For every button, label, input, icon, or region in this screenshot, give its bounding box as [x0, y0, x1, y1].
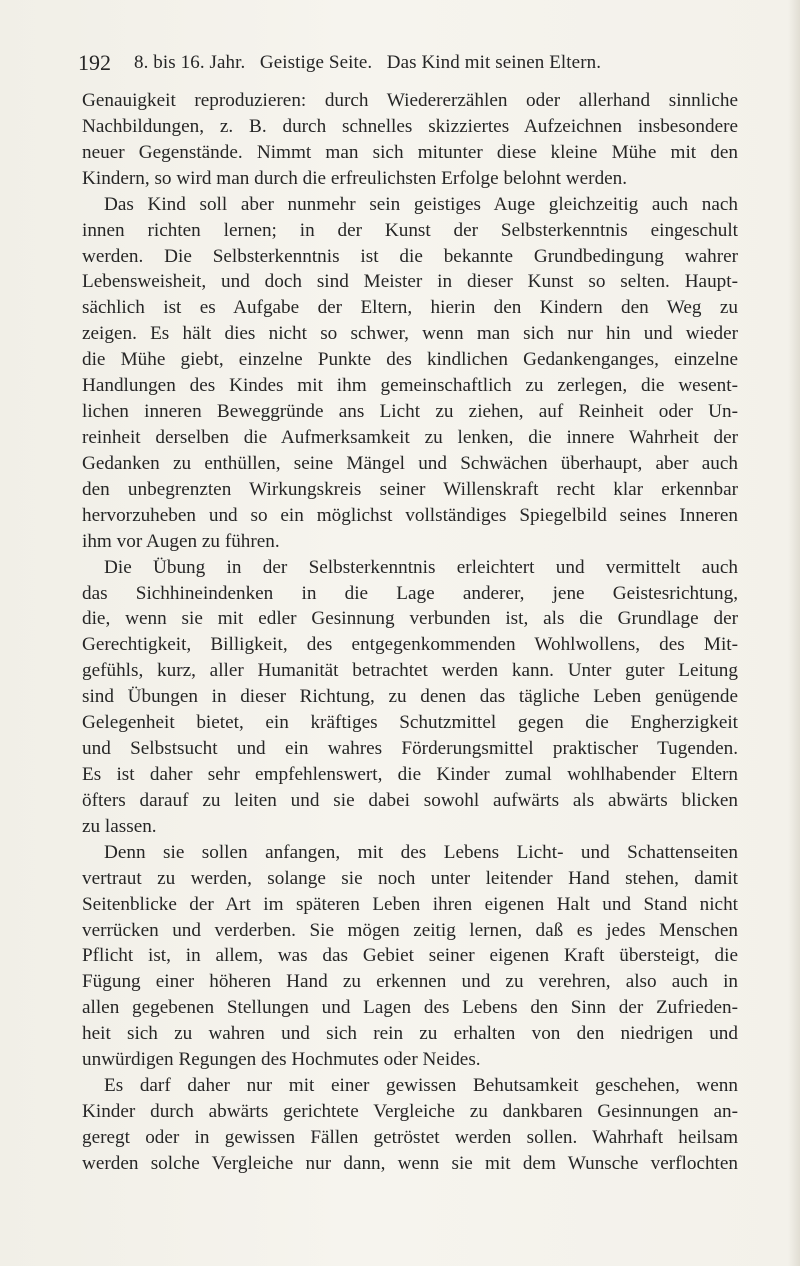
text-line: Gelegenheit bietet, ein kräftiges Schutzmittel gegen die Engherzigkeit: [82, 712, 738, 734]
text-line: unwürdigen Regungen des Hochmutes oder Neides.: [82, 1049, 481, 1071]
text-line: werden. Die Selbsterkenntnis ist die bekannte Grundbedingung wahrer: [82, 245, 738, 267]
body-text: [82, 88, 738, 1177]
text-line: und Selbstsucht und ein wahres Förderungsmittel praktischer Tugenden.: [82, 738, 738, 760]
text-line: Es ist daher sehr empfehlenswert, die Kinder zumal wohlhabender Eltern: [82, 763, 738, 785]
text-line: die Mühe giebt, einzelne Punkte des kindlichen Gedankenganges, einzelne: [82, 349, 738, 371]
text-line: gefühls, kurz, aller Humanität betrachtet werden kann. Unter guter Leitung: [82, 660, 738, 682]
text-line: zu lassen.: [82, 815, 157, 837]
text-line: ihm vor Augen zu führen.: [82, 530, 280, 552]
text-line: vertraut zu werden, solange sie noch unter leitender Hand stehen, damit: [82, 867, 738, 889]
text-line: Lebensweisheit, und doch sind Meister in dieser Kunst so selten. Haupt-: [82, 271, 738, 293]
text-line: das Sichhineindenken in die Lage anderer, jene Geistesrichtung,: [82, 582, 738, 604]
text-line: Kinder durch abwärts gerichtete Vergleiche zu dankbaren Gesinnungen an-: [82, 1100, 738, 1122]
text-line: Gerechtigkeit, Billigkeit, des entgegenkommenden Wohlwollens, des Mit-: [82, 634, 738, 656]
text-line: Handlungen des Kindes mit ihm gemeinschaftlich zu zerlegen, die wesent-: [82, 375, 738, 397]
text-line: allen gegebenen Stellungen und Lagen des Lebens den Sinn der Zufrieden-: [82, 997, 738, 1019]
page-edge-shadow: [788, 0, 800, 1266]
text-line: Pflicht ist, in allem, was das Gebiet seiner eigenen Kraft übersteigt, die: [82, 945, 738, 967]
text-line: den unbegrenzten Wirkungskreis seiner Willenskraft recht klar erkennbar: [82, 478, 738, 500]
text-line: innen richten lernen; in der Kunst der Selbsterkenntnis eingeschult: [82, 219, 738, 241]
text-line: sächlich ist es Aufgabe der Eltern, hierin den Kindern den Weg zu: [82, 297, 738, 319]
text-line: sind Übungen in dieser Richtung, zu denen das tägliche Leben genügende: [82, 686, 738, 708]
text-line: Seitenblicke der Art im späteren Leben ihren eigenen Halt und Stand nicht: [82, 893, 738, 915]
text-line: Kindern, so wird man durch die erfreulichsten Erfolge belohnt werden.: [82, 167, 628, 189]
text-line: Genauigkeit reproduzieren: durch Wiedererzählen oder allerhand sinnliche: [82, 90, 738, 111]
text-line: reinheit derselben die Aufmerksamkeit zu lenken, die innere Wahrheit der: [82, 426, 738, 448]
text-line: Nachbildungen, z. B. durch schnelles skizziertes Aufzeichnen insbesondere: [82, 115, 738, 137]
text-line: Es darf daher nur mit einer gewissen Behutsamkeit geschehen, wenn: [104, 1075, 738, 1097]
running-header: [78, 50, 738, 80]
text-line: Denn sie sollen anfangen, mit des Lebens Licht- und Schattenseiten: [104, 841, 738, 863]
text-line: lichen inneren Beweggründe ans Licht zu ziehen, auf Reinheit oder Un-: [82, 401, 738, 423]
text-line: Fügung einer höheren Hand zu erkennen und zu verehren, also auch in: [82, 971, 738, 993]
text-line: werden solche Vergleiche nur dann, wenn sie mit dem Wunsche verflochten: [82, 1152, 738, 1174]
text-line: die, wenn sie mit edler Gesinnung verbunden ist, als die Grundlage der: [82, 608, 738, 630]
text-line: geregt oder in gewissen Fällen getröstet werden sollen. Wahrhaft heilsam: [82, 1126, 738, 1148]
text-line: Das Kind soll aber nunmehr sein geistiges Auge gleichzeitig auch nach: [104, 193, 738, 215]
text-line: neuer Gegenstände. Nimmt man sich mitunter diese kleine Mühe mit den: [82, 141, 738, 163]
text-line: verrücken und verderben. Sie mögen zeitig lernen, daß es jedes Menschen: [82, 919, 738, 941]
text-line: öfters darauf zu leiten und sie dabei sowohl aufwärts als abwärts blicken: [82, 789, 738, 811]
text-line: Die Übung in der Selbsterkenntnis erleichtert und vermittelt auch: [104, 556, 738, 578]
text-line: zeigen. Es hält dies nicht so schwer, wenn man sich nur hin und wieder: [82, 323, 738, 345]
text-line: hervorzuheben und so ein möglichst vollständiges Spiegelbild seines Inneren: [82, 504, 738, 526]
page-number: 192: [78, 50, 111, 75]
text-line: Gedanken zu enthüllen, seine Mängel und Schwächen überhaupt, aber auch: [82, 452, 738, 474]
running-title: 8. bis 16. Jahr. Geistige Seite. Das Kind mit seinen Eltern.: [134, 52, 602, 73]
text-line: heit sich zu wahren und sich rein zu erhalten von den niedrigen und: [82, 1023, 738, 1045]
